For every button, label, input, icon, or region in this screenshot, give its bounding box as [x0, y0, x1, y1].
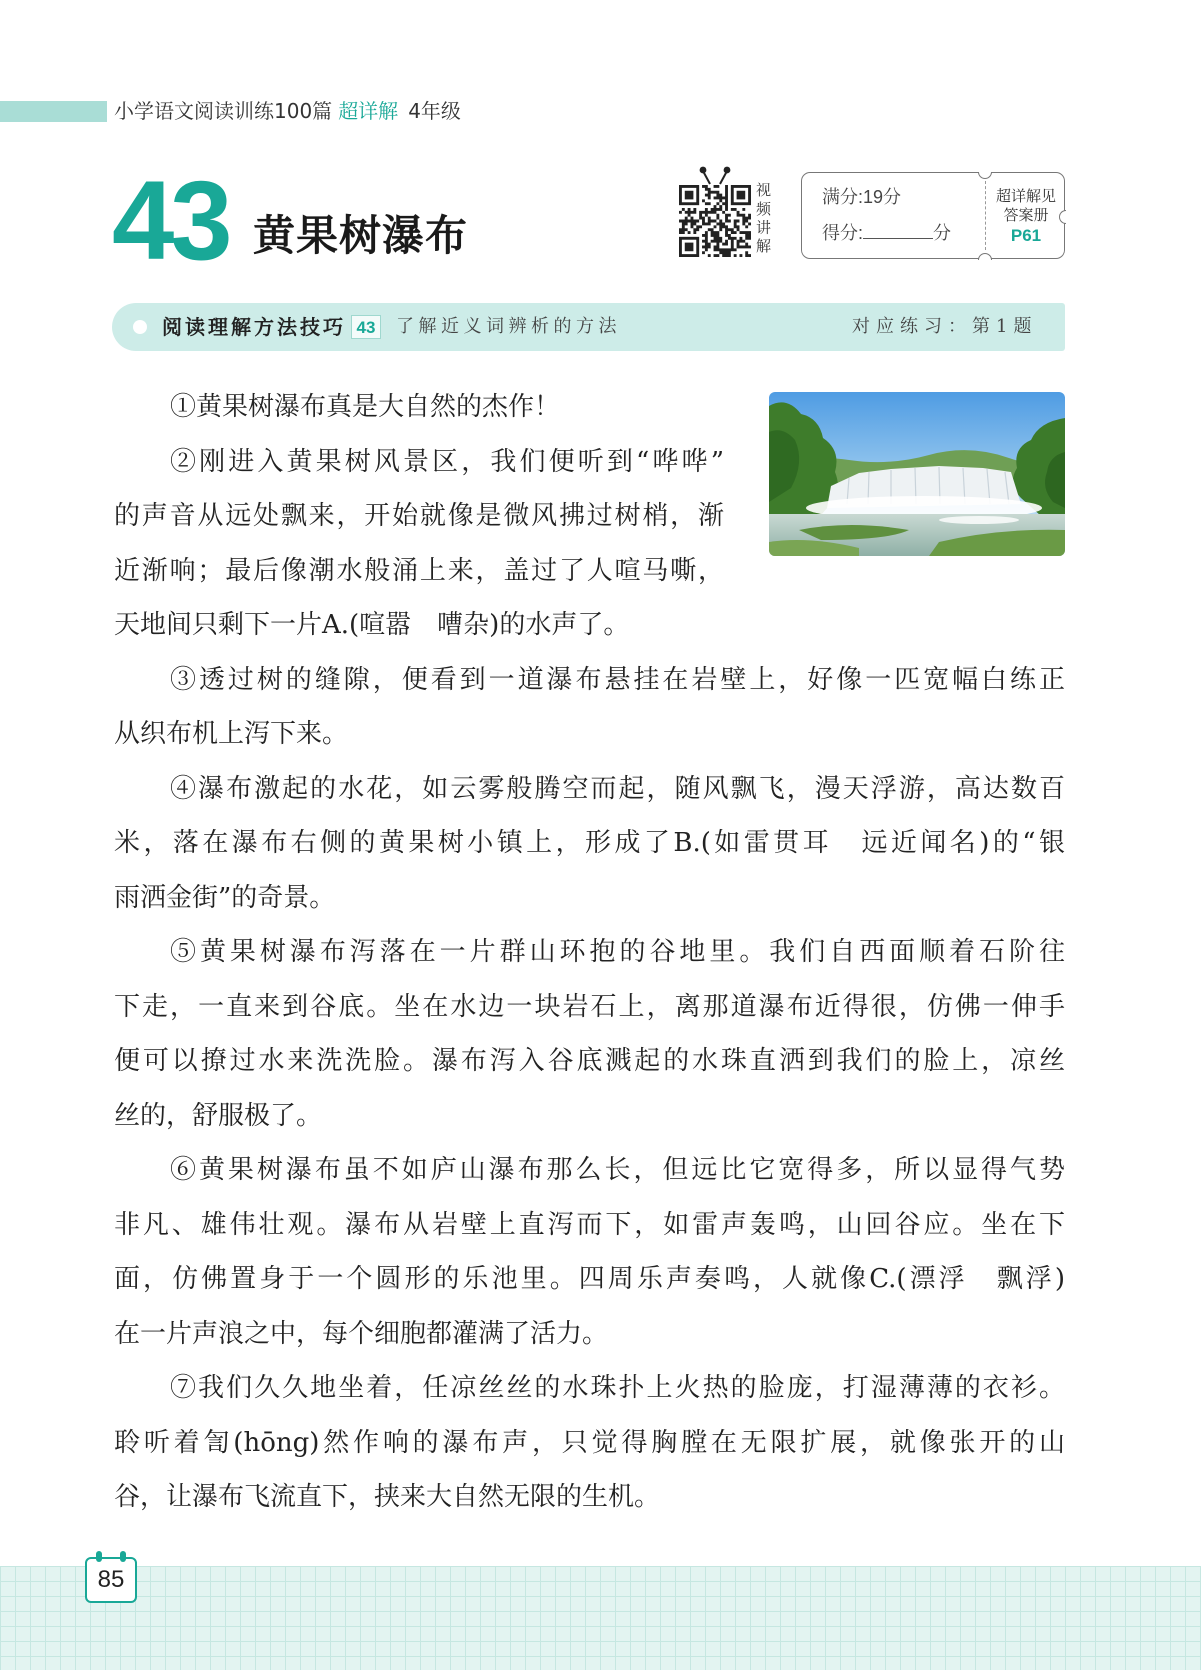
- bullet-dot-icon: [133, 320, 147, 334]
- passage-line: 非凡、雄伟壮观。瀑布从岩壁上直泻而下，如雷声轰鸣，山回谷应。坐在下: [114, 1209, 1065, 1240]
- series-highlight: 超详解: [338, 99, 399, 123]
- passage-line: ②刚进入黄果树风景区，我们便听到“哗哗”: [170, 446, 724, 477]
- video-explanation-label: 视频讲解: [754, 182, 772, 257]
- paragraph-6: [114, 1143, 1065, 1361]
- score-box: [801, 172, 1065, 259]
- passage-line: 雨洒金街”的奇景。: [114, 882, 336, 913]
- grade-label: 4年级: [408, 99, 461, 123]
- answer-ref-line1: 超详解见: [995, 188, 1056, 205]
- passage-line: 的声音从远处飘来，开始就像是微风拂过树梢，渐: [114, 501, 724, 531]
- tip-practice: 对应练习：第1题: [852, 316, 1038, 337]
- series-title: 小学语文阅读训练100篇: [114, 99, 333, 123]
- answer-page: P61: [1010, 226, 1042, 245]
- header-accent-bar: [0, 101, 107, 122]
- passage-line: 谷，让瀑布飞流直下，挟来大自然无限的生机。: [114, 1482, 661, 1512]
- passage-line: ③透过树的缝隙，便看到一道瀑布悬挂在岩壁上，好像一匹宽幅白练正: [170, 664, 1065, 695]
- paragraph-5: [114, 925, 1065, 1143]
- full-score: 满分:19分: [822, 187, 902, 207]
- lesson-title: 黄果树瀑布: [253, 211, 469, 260]
- passage-line: 丝的，舒服极了。: [114, 1100, 323, 1131]
- tip-text: 了解近义词辨析的方法: [396, 316, 621, 337]
- passage-line: 天地间只剩下一片A.(喧嚣 嘈杂)的水声了。: [114, 610, 630, 640]
- passage: [114, 380, 1065, 1525]
- passage-line: ⑦我们久久地坐着，任凉丝丝的水珠扑上火热的脸庞，打湿薄薄的衣衫。: [170, 1373, 1065, 1403]
- tip-number: 43: [351, 315, 381, 339]
- answer-ref-line2: 答案册: [1003, 207, 1049, 224]
- page-number: 85: [97, 1566, 125, 1593]
- paragraph-7: [114, 1361, 1065, 1525]
- ticket-notch-top: [978, 172, 992, 179]
- calendar-ring-icon: [96, 1551, 102, 1562]
- tip-label: 阅读理解方法技巧: [162, 315, 346, 339]
- passage-line: 在一片声浪之中，每个细胞都灌满了活力。: [114, 1318, 609, 1349]
- score-box-divider: [985, 181, 986, 250]
- passage-line: 便可以撩过水来洗洗脸。瀑布泻入谷底溅起的水珠直洒到我们的脸上，凉丝: [114, 1046, 1065, 1076]
- passage-line: 面，仿佛置身于一个圆形的乐池里。四周乐声奏鸣，人就像C.(漂浮 飘浮): [114, 1264, 1065, 1294]
- earned-score-label: 得分:: [822, 223, 864, 243]
- reading-tip-bar: [112, 303, 1065, 351]
- page-number-calendar-icon: [85, 1557, 137, 1603]
- paragraph-3: [114, 653, 1065, 762]
- earned-score: [822, 222, 951, 244]
- footer-grid-band: [0, 1566, 1201, 1670]
- paragraph-2: [114, 435, 1065, 653]
- passage-line: 聆听着訇(hōng)然作响的瀑布声，只觉得胸膛在无限扩展，就像张开的山: [114, 1427, 1065, 1458]
- answer-reference: [988, 187, 1064, 247]
- paragraph-4: [114, 762, 1065, 926]
- calendar-ring-icon: [120, 1551, 126, 1562]
- lesson-number: 43: [112, 158, 229, 283]
- earned-score-blank: [863, 222, 933, 239]
- passage-line: 从织布机上泻下来。: [114, 719, 349, 749]
- earned-score-unit: 分: [933, 223, 952, 243]
- paragraph-1: [114, 380, 1065, 435]
- running-header: [114, 99, 461, 123]
- qr-code-icon: [679, 164, 751, 258]
- passage-line: ⑥黄果树瀑布虽不如庐山瀑布那么长，但远比它宽得多，所以显得气势: [170, 1155, 1065, 1185]
- passage-line: ①黄果树瀑布真是大自然的杰作！: [170, 392, 561, 422]
- passage-line: 下走，一直来到谷底。坐在水边一块岩石上，离那道瀑布近得很，仿佛一伸手: [114, 991, 1065, 1022]
- passage-line: ④瀑布激起的水花，如云雾般腾空而起，随风飘飞，漫天浮游，高达数百: [170, 773, 1065, 804]
- passage-line: 近渐响；最后像潮水般涌上来，盖过了人喧马嘶，: [114, 555, 724, 586]
- passage-line: 米，落在瀑布右侧的黄果树小镇上，形成了B.(如雷贯耳 远近闻名)的“银: [114, 828, 1065, 858]
- passage-line: ⑤黄果树瀑布泻落在一片群山环抱的谷地里。我们自西面顺着石阶往: [170, 937, 1065, 967]
- ticket-notch-bottom: [978, 253, 992, 260]
